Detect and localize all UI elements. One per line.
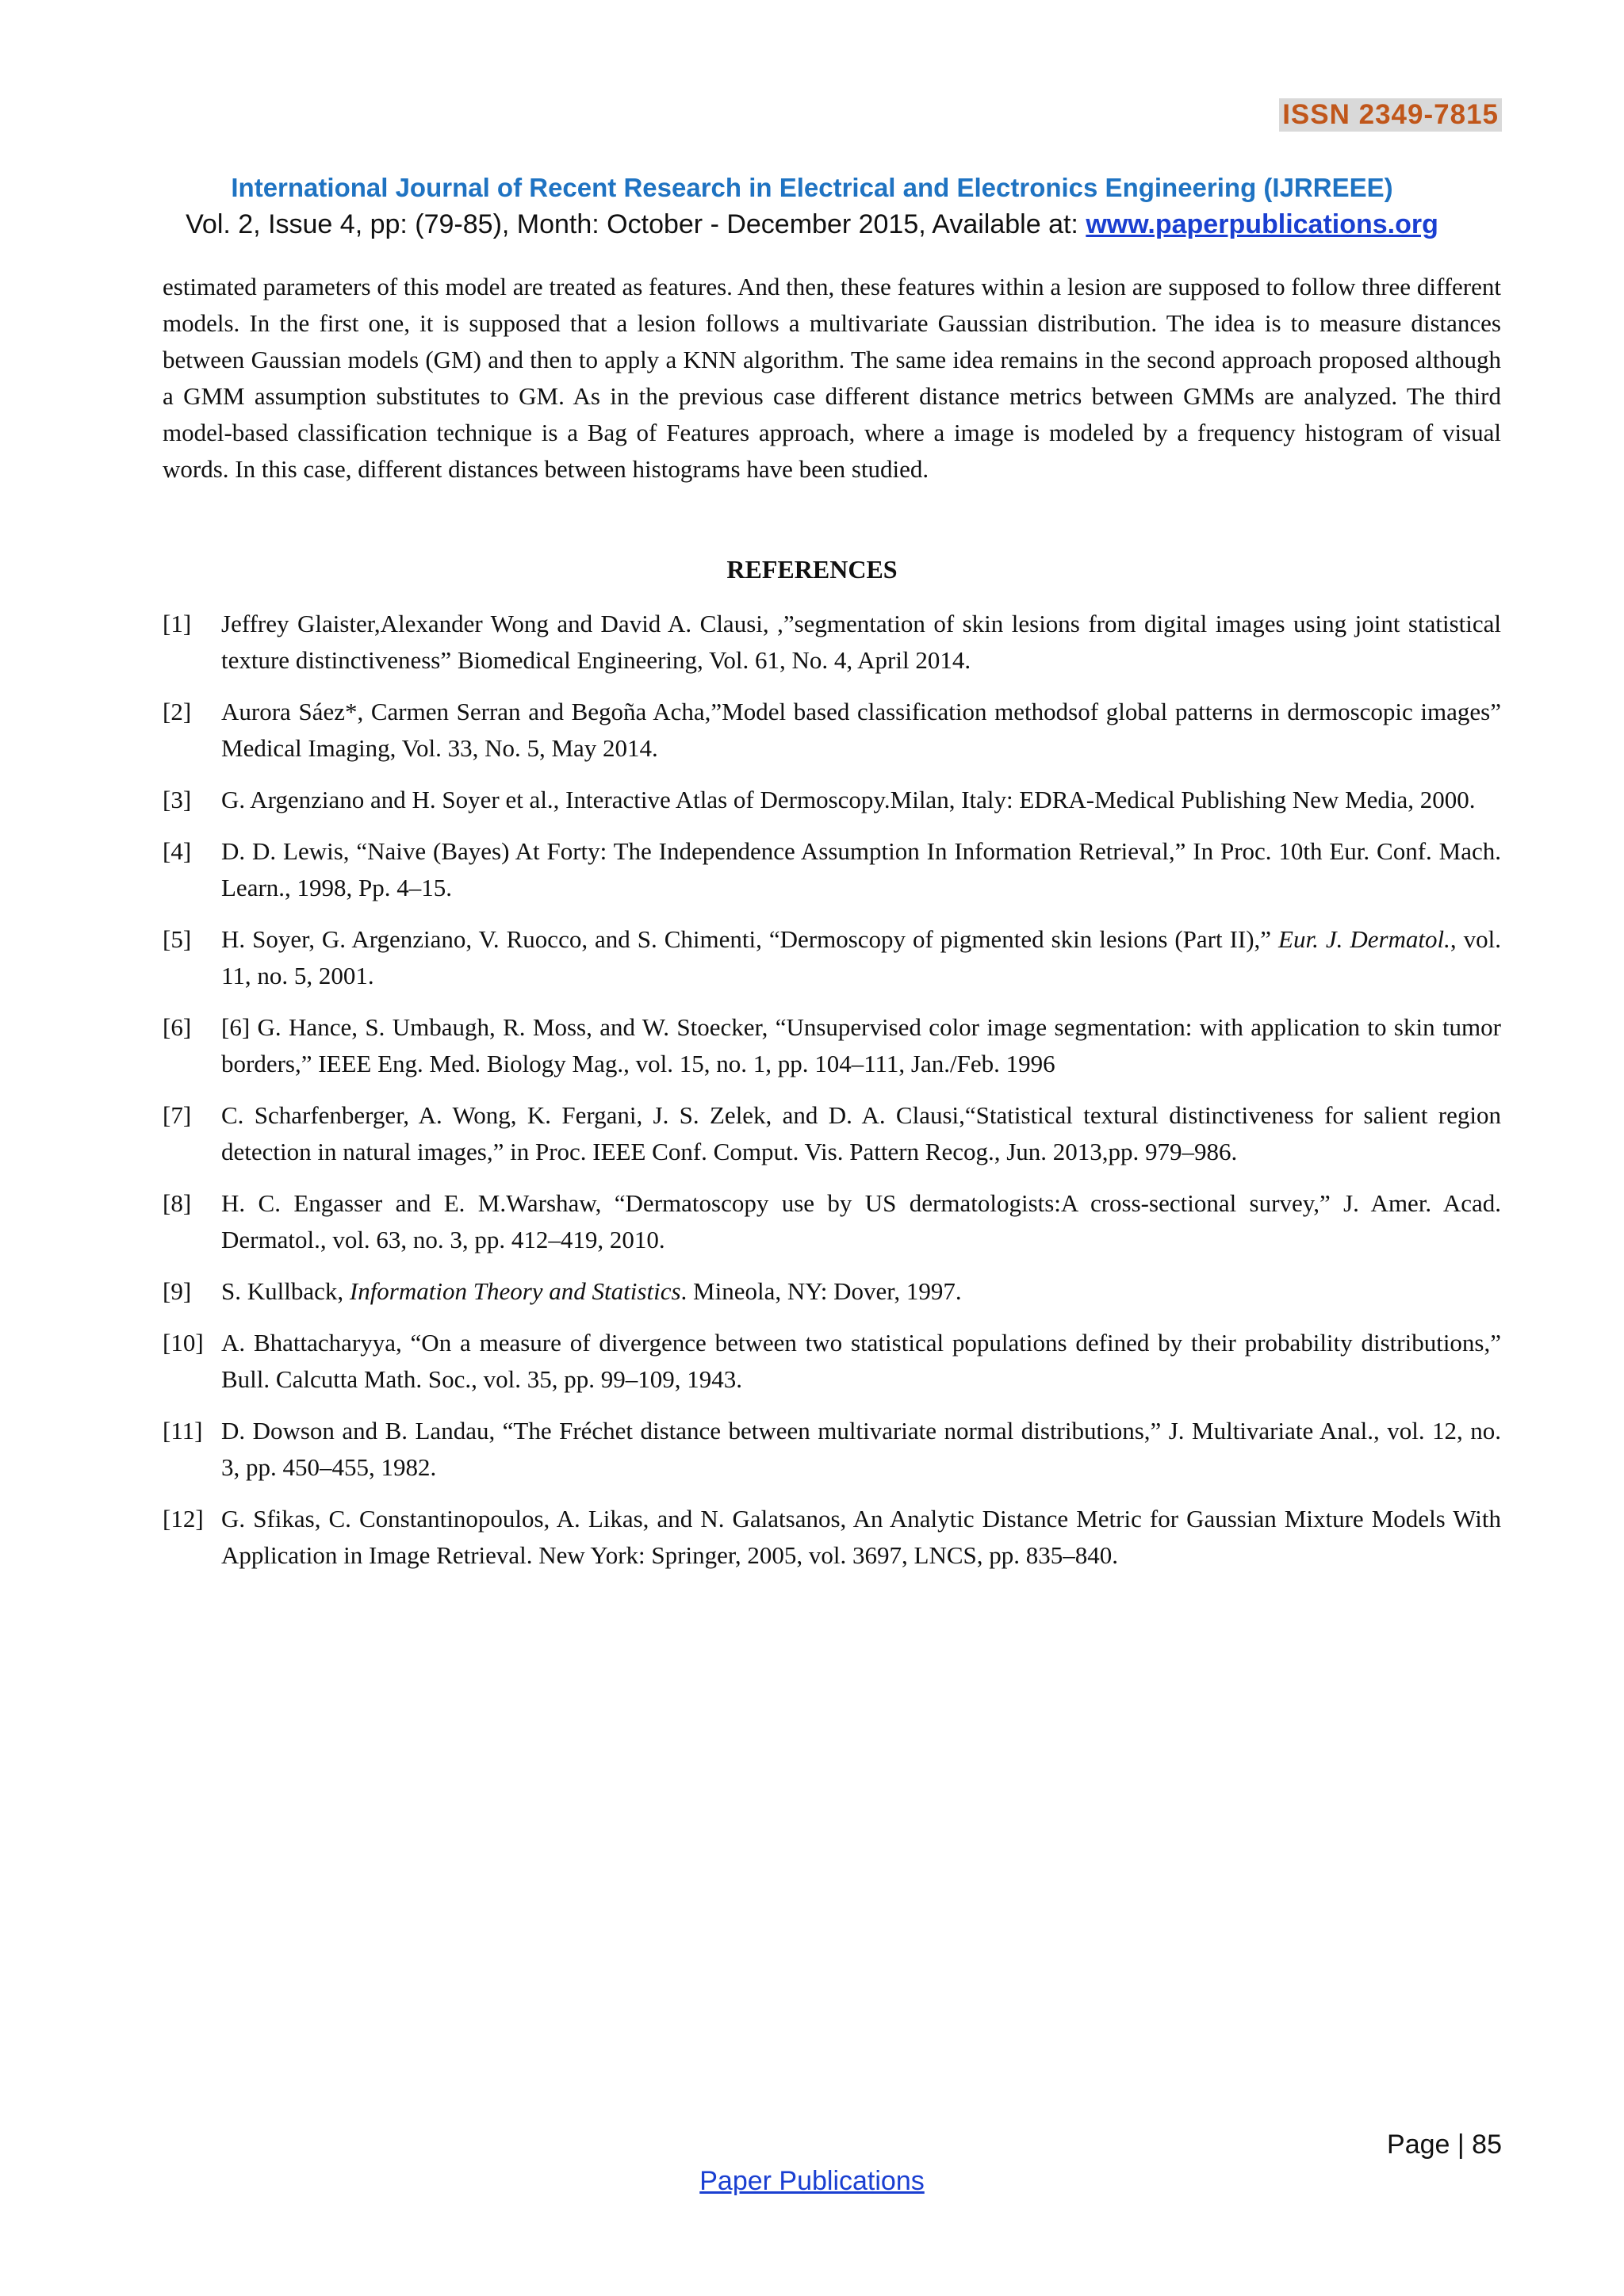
reference-journal-italic: Eur. J. Dermatol. xyxy=(1278,925,1450,953)
reference-item xyxy=(163,782,1501,818)
reference-text-part: S. Kullback, xyxy=(221,1277,350,1305)
reference-item xyxy=(163,1501,1501,1574)
reference-item xyxy=(163,921,1501,994)
reference-text: [6] G. Hance, S. Umbaugh, R. Moss, and W. Stoecker, “Unsupervised color image segmentation: with application to skin tumor borders,” IEEE Eng. Med. Biology Mag., vol. 15, no. 1, pp. 104–111, Jan./Feb. 1996 xyxy=(221,1013,1501,1077)
references-list xyxy=(163,606,1501,1589)
reference-text: Aurora Sáez*, Carmen Serran and Begoña Acha,”Model based classification methodsof global patterns in dermoscopic images” Medical Imaging, Vol. 33, No. 5, May 2014. xyxy=(221,698,1501,762)
body-paragraph: estimated parameters of this model are treated as features. And then, these features within a lesion are supposed to follow three different models. In the first one, it is supposed that a lesion follows a multivariate Gaussian distribution. The idea is to measure distances between Gaussian models (GM) and then to apply a KNN algorithm. The same idea remains in the second approach proposed although a GMM assumption substitutes to GM. As in the previous case different distance metrics between GMMs are analyzed. The third model-based classification technique is a Bag of Features approach, where a image is modeled by a frequency histogram of visual words. In this case, different distances between histograms have been studied. xyxy=(163,273,1501,483)
reference-number: [1] xyxy=(163,610,192,637)
reference-item xyxy=(163,606,1501,679)
reference-number: [4] xyxy=(163,837,192,865)
reference-item xyxy=(163,1325,1501,1398)
reference-number: [9] xyxy=(163,1277,192,1305)
reference-text: C. Scharfenberger, A. Wong, K. Fergani, J. S. Zelek, and D. A. Clausi,“Statistical textural distinctiveness for salient region detection in natural images,” in Proc. IEEE Conf. Comput. Vis. Pattern Recog., Jun. 2013,pp. 979–986. xyxy=(221,1101,1501,1165)
journal-title: International Journal of Recent Research in Electrical and Electronics Engineering (IJRREEE) xyxy=(231,173,1393,202)
reference-text: Jeffrey Glaister,Alexander Wong and David A. Clausi, ,”segmentation of skin lesions from digital images using joint statistical texture distinctiveness” Biomedical Engineering, Vol. 61, No. 4, April 2014. xyxy=(221,610,1501,674)
reference-number: [5] xyxy=(163,925,192,953)
references-heading: REFERENCES xyxy=(726,555,898,584)
reference-number: [10] xyxy=(163,1329,204,1357)
reference-book-italic: Information Theory and Statistics xyxy=(349,1277,681,1305)
reference-item xyxy=(163,1009,1501,1082)
reference-item xyxy=(163,694,1501,767)
issn-badge: ISSN 2349-7815 xyxy=(1279,98,1502,132)
reference-text xyxy=(221,1273,1501,1310)
reference-text-part: H. Soyer, G. Argenziano, V. Ruocco, and S. Chimenti, “Dermoscopy of pigmented skin lesions (Part II),” xyxy=(221,925,1279,953)
reference-text-part: . Mineola, NY: Dover, 1997. xyxy=(680,1277,962,1305)
reference-number: [12] xyxy=(163,1505,204,1533)
footer xyxy=(0,2166,1624,2197)
reference-item xyxy=(163,833,1501,906)
reference-text: G. Sfikas, C. Constantinopoulos, A. Likas, and N. Galatsanos, An Analytic Distance Metric for Gaussian Mixture Models With Application in Image Retrieval. New York: Springer, 2005, vol. 3697, LNCS, pp. 835–840. xyxy=(221,1505,1501,1569)
journal-issue-info: Vol. 2, Issue 4, pp: (79-85), Month: October - December 2015, Available at: xyxy=(186,209,1086,239)
reference-item xyxy=(163,1413,1501,1486)
reference-item xyxy=(163,1097,1501,1170)
reference-number: [8] xyxy=(163,1189,192,1217)
journal-website-link[interactable]: www.paperpublications.org xyxy=(1086,209,1438,239)
reference-item xyxy=(163,1273,1501,1310)
reference-number: [7] xyxy=(163,1101,192,1129)
reference-text xyxy=(221,921,1501,994)
journal-subtitle xyxy=(0,209,1624,240)
reference-text: D. Dowson and B. Landau, “The Fréchet distance between multivariate normal distributions,” J. Multivariate Anal., vol. 12, no. 3, pp. 450–455, 1982. xyxy=(221,1417,1501,1481)
reference-number: [3] xyxy=(163,786,192,813)
publisher-link[interactable]: Paper Publications xyxy=(699,2166,925,2196)
reference-item xyxy=(163,1185,1501,1258)
reference-text: G. Argenziano and H. Soyer et al., Interactive Atlas of Dermoscopy.Milan, Italy: EDRA-Medical Publishing New Media, 2000. xyxy=(221,786,1476,813)
reference-text: D. D. Lewis, “Naive (Bayes) At Forty: The Independence Assumption In Information Retrieval,” In Proc. 10th Eur. Conf. Mach. Learn., 1998, Pp. 4–15. xyxy=(221,837,1501,901)
reference-number: [2] xyxy=(163,698,192,725)
reference-text-part: , vol. 11, no. 5, 2001. xyxy=(221,925,1501,989)
reference-text: H. C. Engasser and E. M.Warshaw, “Dermatoscopy use by US dermatologists:A cross-sectional survey,” J. Amer. Acad. Dermatol., vol. 63, no. 3, pp. 412–419, 2010. xyxy=(221,1189,1501,1253)
reference-number: [11] xyxy=(163,1417,203,1445)
reference-number: [6] xyxy=(163,1013,192,1041)
reference-text: A. Bhattacharyya, “On a measure of divergence between two statistical populations defined by their probability distributions,” Bull. Calcutta Math. Soc., vol. 35, pp. 99–109, 1943. xyxy=(221,1329,1501,1393)
page-number: Page | 85 xyxy=(1387,2130,1502,2160)
